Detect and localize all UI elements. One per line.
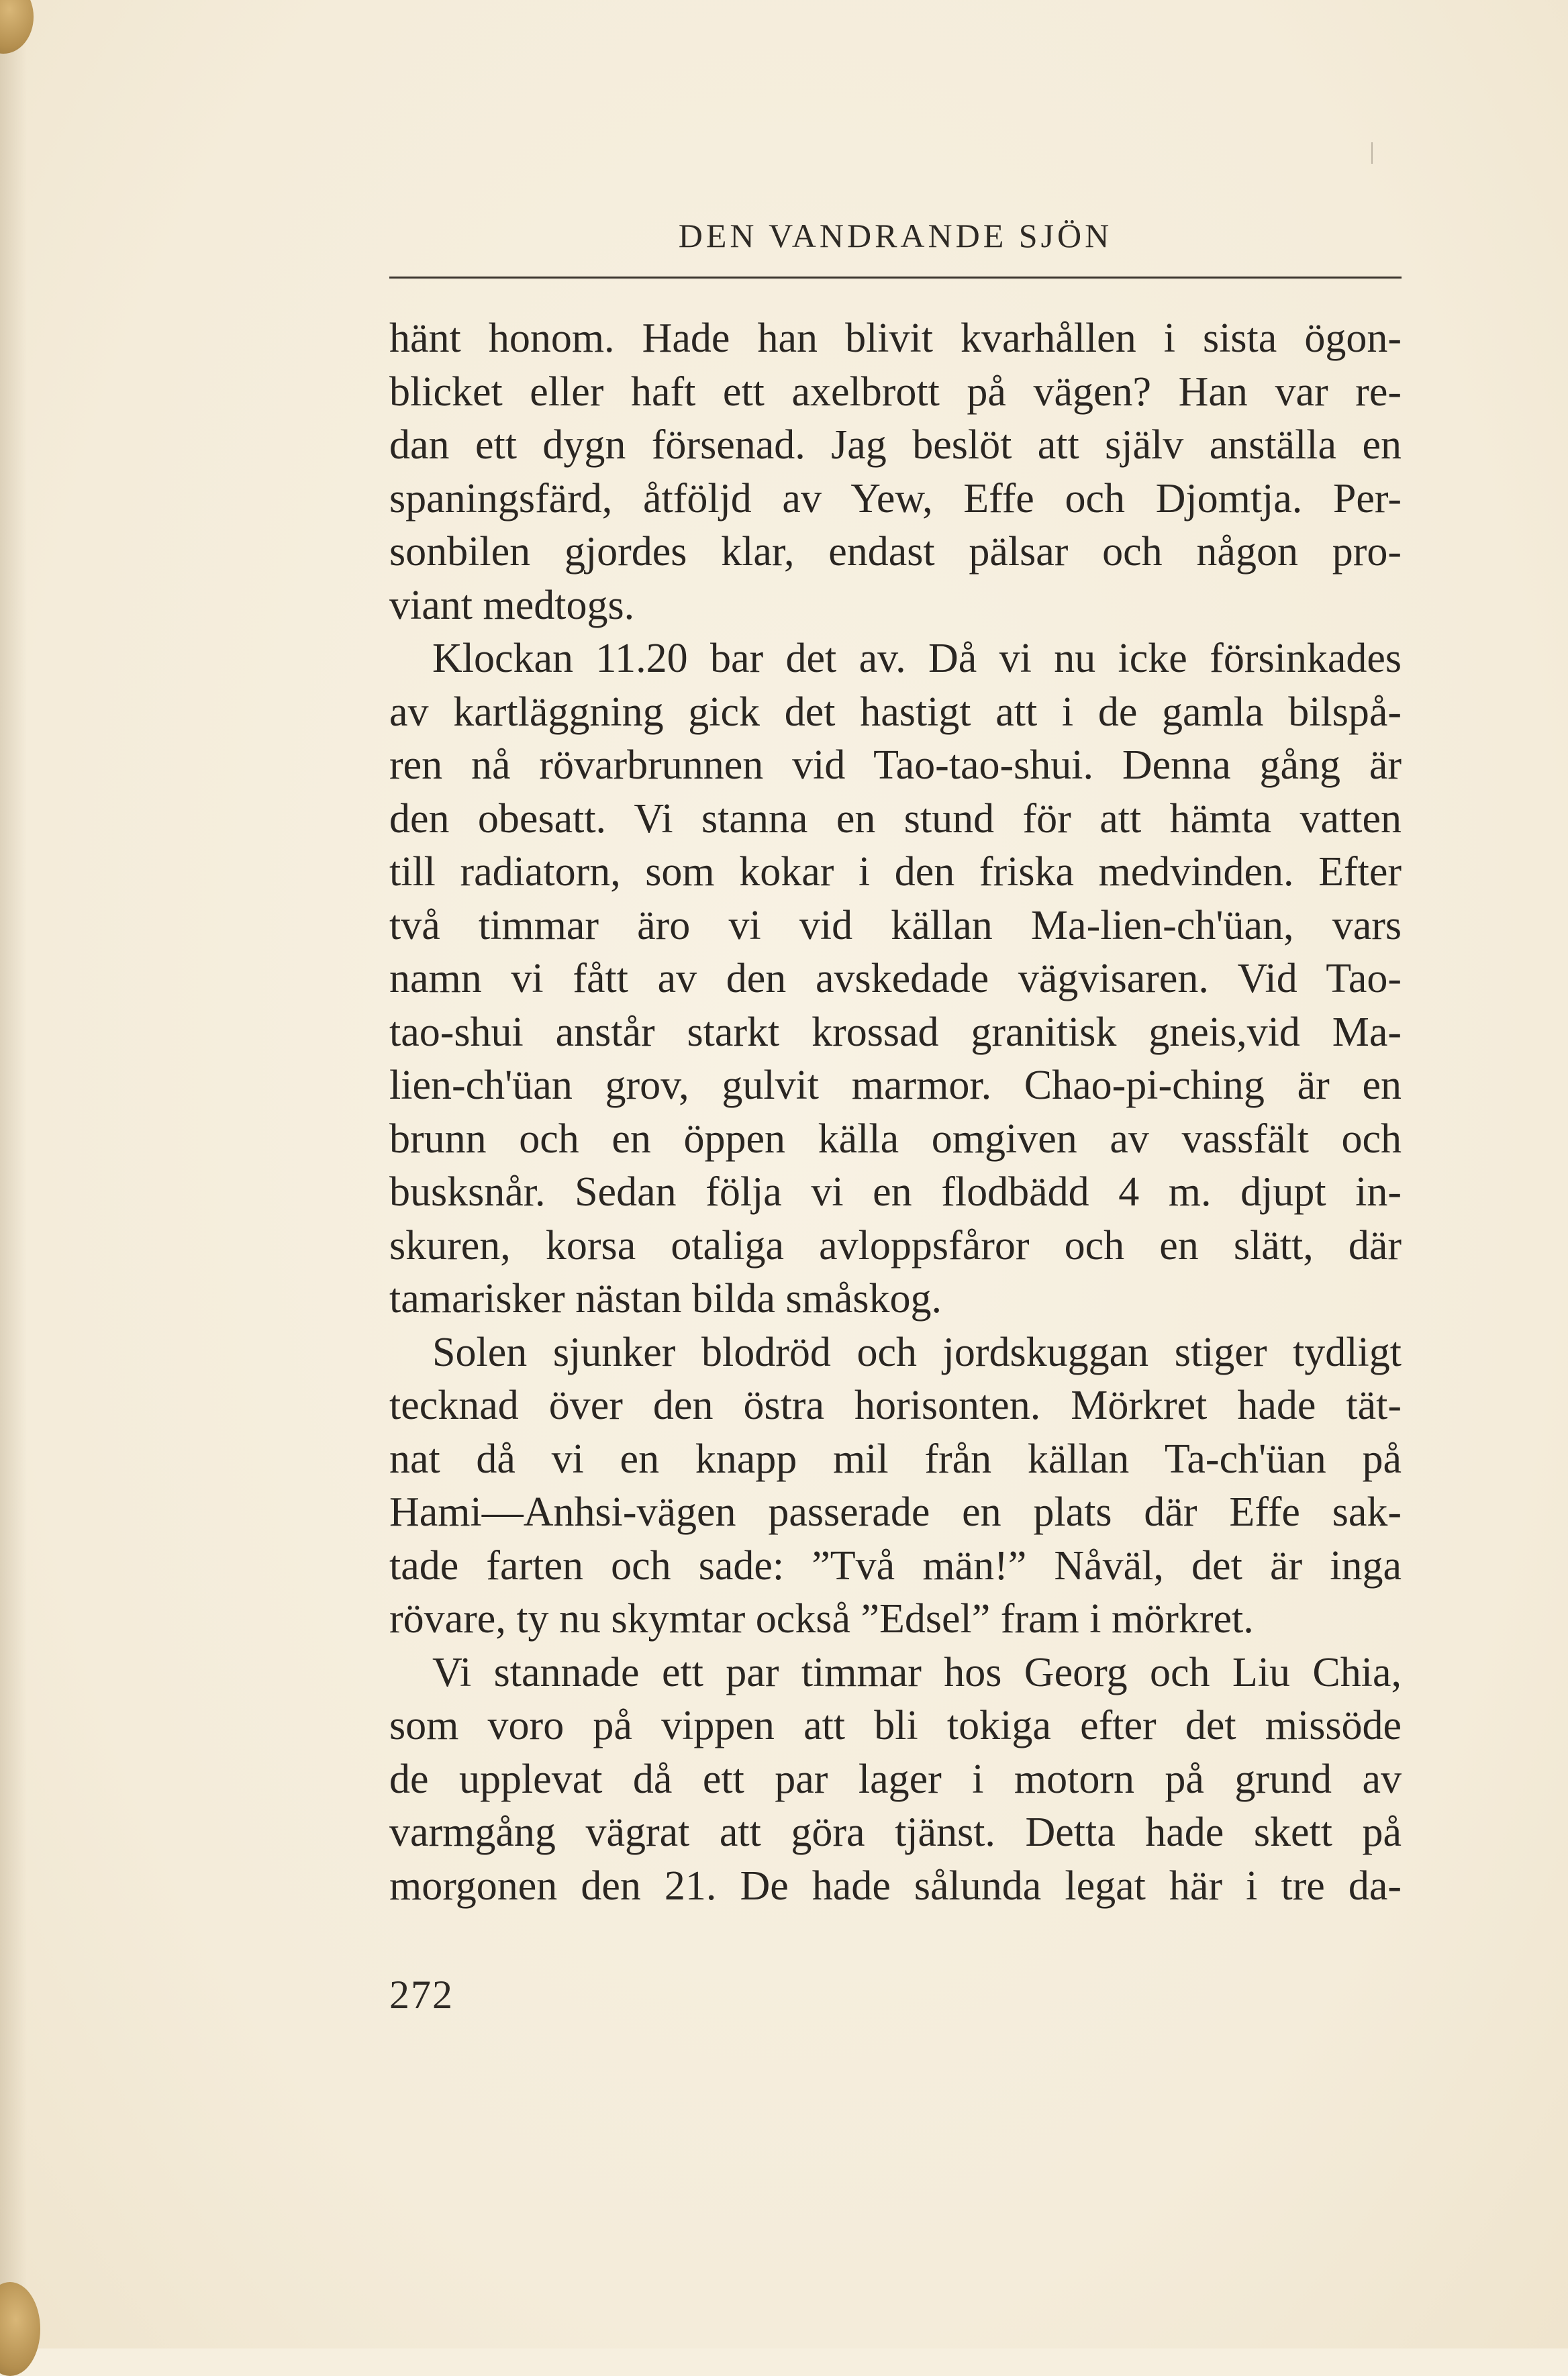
header-rule xyxy=(389,277,1402,279)
text-line: tao-shui anstår starkt krossad granitisk gneis,vid Ma- xyxy=(389,1009,1402,1055)
text-line: spaningsfärd, åtföljd av Yew, Effe och Djomtja. Per- xyxy=(389,475,1402,522)
text-line: blicket eller haft ett axelbrott på vägen? Han var re- xyxy=(389,368,1402,415)
text-line: sonbilen gjordes klar, endast pälsar och någon pro- xyxy=(389,529,1402,575)
text-line: namn vi fått av den avskedade vägvisaren. Vid Tao- xyxy=(389,956,1402,1001)
text-line: hänt honom. Hade han blivit kvarhållen i sista ögon- xyxy=(389,315,1402,361)
text-line: dan ett dygn försenad. Jag beslöt att själv anställa en xyxy=(389,422,1402,468)
text-line: Hami—Anhsi-vägen passerade en plats där Effe sak- xyxy=(389,1489,1402,1535)
text-line: skuren, korsa otaliga avloppsfåror och en slätt, där xyxy=(389,1222,1402,1269)
spine-shadow xyxy=(0,0,27,2348)
text-line: viant medtogs. xyxy=(389,582,635,628)
running-title: DEN VANDRANDE SJÖN xyxy=(678,217,1113,254)
text-line: morgonen den 21. De hade sålunda legat här i tre da- xyxy=(389,1863,1402,1909)
text-line: som voro på vippen att bli tokiga efter det missöde xyxy=(389,1703,1402,1748)
text-line: varmgång vägrat att göra tjänst. Detta hade skett på xyxy=(389,1810,1402,1855)
text-line: Solen sjunker blodröd och jordskuggan stiger tydligt xyxy=(432,1329,1402,1375)
text-line: tecknad över den östra horisonten. Mörkret hade tät- xyxy=(389,1383,1402,1428)
pencil-mark xyxy=(1371,142,1373,164)
text-line: nat då vi en knapp mil från källan Ta-ch'üan på xyxy=(389,1436,1402,1482)
text-line: ren nå rövarbrunnen vid Tao-tao-shui. Denna gång är xyxy=(389,742,1402,788)
text-line: två timmar äro vi vid källan Ma-lien-ch'üan, vars xyxy=(389,902,1402,948)
text-line: till radiatorn, som kokar i den friska medvinden. Efter xyxy=(389,849,1402,895)
page-number: 272 xyxy=(389,1973,454,2017)
text-line: lien-ch'üan grov, gulvit marmor. Chao-pi-ching är en xyxy=(389,1062,1402,1108)
thumb-bottom-left xyxy=(0,2282,40,2376)
body-text xyxy=(389,312,1402,1913)
text-line: Klockan 11.20 bar det av. Då vi nu icke försinkades xyxy=(432,636,1402,681)
text-line: brunn och en öppen källa omgiven av vassfält och xyxy=(389,1116,1402,1162)
text-line: tade farten och sade: ”Två män!” Nåväl, det är inga xyxy=(389,1542,1402,1589)
text-line: busksnår. Sedan följa vi en flodbädd 4 m. djupt in- xyxy=(389,1169,1402,1215)
text-line: rövare, ty nu skymtar också ”Edsel” fram i mörkret. xyxy=(389,1596,1254,1642)
text-line: de upplevat då ett par lager i motorn på grund av xyxy=(389,1756,1402,1802)
text-line: den obesatt. Vi stanna en stund för att hämta vatten xyxy=(389,795,1402,842)
text-line: tamarisker nästan bilda småskog. xyxy=(389,1276,942,1322)
text-line: av kartläggning gick det hastigt att i de gamla bilspå- xyxy=(389,689,1402,735)
thumb-top-left xyxy=(0,0,34,54)
text-line: Vi stannade ett par timmar hos Georg och Liu Chia, xyxy=(432,1649,1402,1695)
